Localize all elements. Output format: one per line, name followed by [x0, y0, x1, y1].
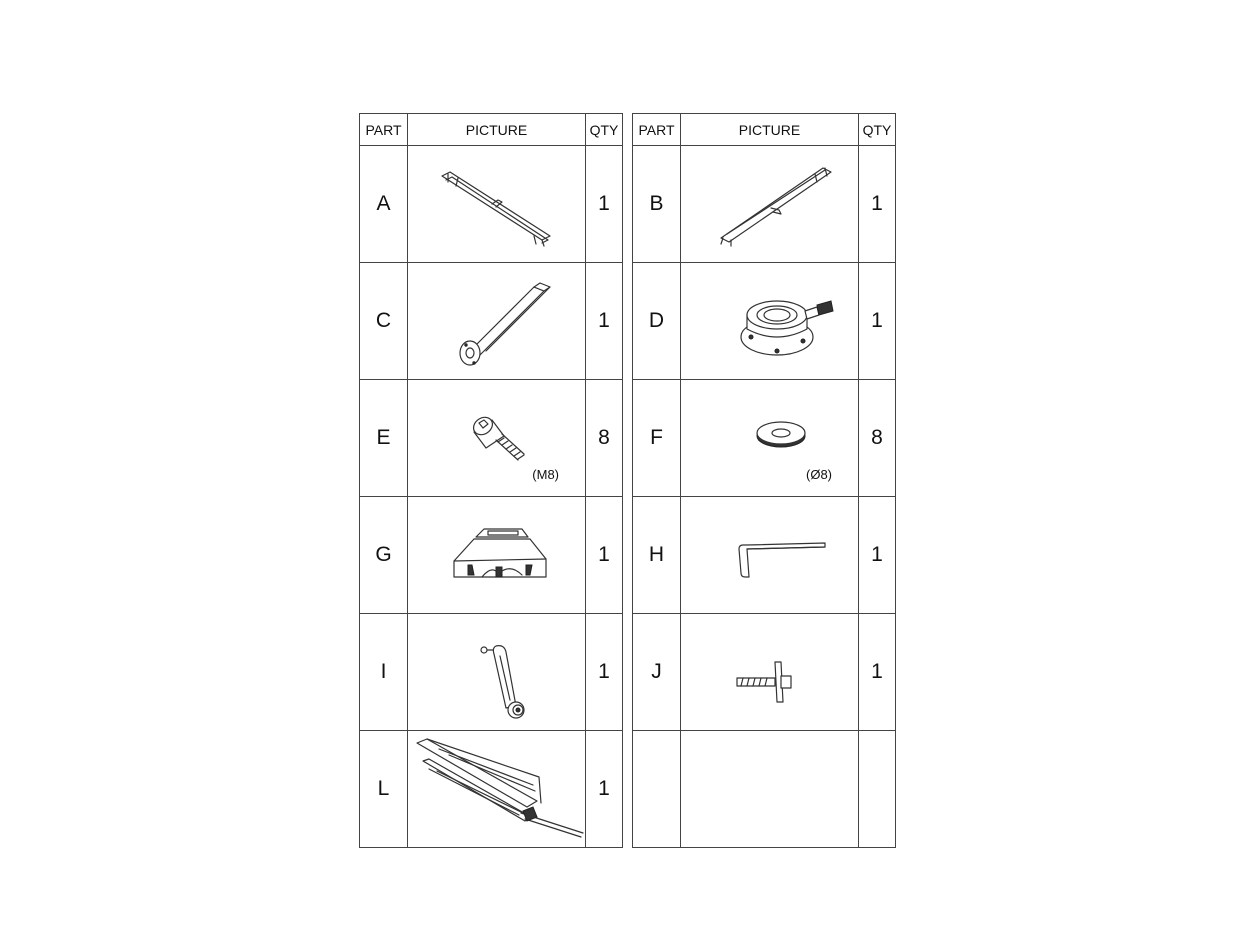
- qty-value: 1: [586, 731, 623, 848]
- part-picture: [681, 380, 859, 497]
- mast-post-icon: [412, 271, 582, 371]
- part-letter: I: [360, 614, 408, 731]
- header-part: PART: [633, 114, 681, 146]
- part-letter: E: [360, 380, 408, 497]
- table-row: [633, 614, 896, 731]
- allen-key-icon: [685, 505, 855, 605]
- part-picture: [681, 146, 859, 263]
- qty-value: 8: [859, 380, 896, 497]
- part-letter: [633, 731, 681, 848]
- table-row: [633, 263, 896, 380]
- table-row: [633, 497, 896, 614]
- part-letter: J: [633, 614, 681, 731]
- header-qty: QTY: [859, 114, 896, 146]
- qty-value: 8: [586, 380, 623, 497]
- part-letter: H: [633, 497, 681, 614]
- part-picture: [408, 380, 586, 497]
- header-qty: QTY: [586, 114, 623, 146]
- part-letter: G: [360, 497, 408, 614]
- cover-cap-icon: [412, 505, 582, 605]
- qty-value: 1: [859, 614, 896, 731]
- header-picture: PICTURE: [681, 114, 859, 146]
- qty-value: [859, 731, 896, 848]
- part-letter: L: [360, 731, 408, 848]
- rail-icon: [685, 154, 855, 254]
- header-picture: PICTURE: [408, 114, 586, 146]
- part-letter: D: [633, 263, 681, 380]
- table-row: [633, 380, 896, 497]
- qty-value: 1: [859, 263, 896, 380]
- table-row: [360, 263, 623, 380]
- table-row: [360, 731, 623, 848]
- part-letter: F: [633, 380, 681, 497]
- part-picture: [408, 263, 586, 380]
- header-part: PART: [360, 114, 408, 146]
- umbrella-canopy-icon: [409, 733, 585, 845]
- part-picture: [408, 614, 586, 731]
- size-label: (Ø8): [806, 467, 832, 482]
- part-picture: [408, 731, 586, 848]
- part-letter: C: [360, 263, 408, 380]
- qty-value: 1: [586, 263, 623, 380]
- parts-table-left: [359, 113, 623, 848]
- part-picture: [681, 731, 859, 848]
- rail-icon: [412, 154, 582, 254]
- rotation-base-icon: [685, 271, 855, 371]
- table-row: [633, 146, 896, 263]
- qty-value: 1: [586, 614, 623, 731]
- part-picture: [408, 497, 586, 614]
- part-picture: [681, 614, 859, 731]
- table-row: [360, 380, 623, 497]
- t-bolt-icon: [685, 622, 855, 722]
- qty-value: 1: [859, 497, 896, 614]
- header-row: [633, 114, 896, 146]
- qty-value: 1: [586, 497, 623, 614]
- qty-value: 1: [586, 146, 623, 263]
- qty-value: 1: [859, 146, 896, 263]
- table-row: [360, 497, 623, 614]
- part-letter: B: [633, 146, 681, 263]
- part-picture: [681, 497, 859, 614]
- size-label: (M8): [532, 467, 559, 482]
- part-letter: A: [360, 146, 408, 263]
- table-row: [360, 614, 623, 731]
- part-picture: [408, 146, 586, 263]
- parts-table-right: [632, 113, 896, 848]
- table-row: [633, 731, 896, 848]
- header-row: [360, 114, 623, 146]
- table-row: [360, 146, 623, 263]
- part-picture: [681, 263, 859, 380]
- crank-handle-icon: [412, 622, 582, 722]
